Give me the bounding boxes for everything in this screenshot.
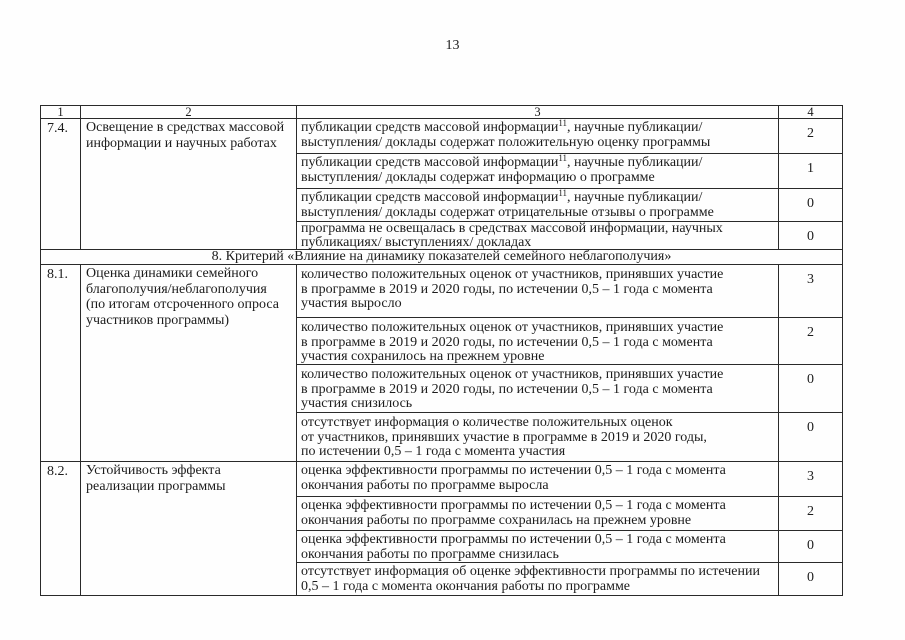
option-text: [297, 531, 779, 563]
criteria-table: [40, 105, 843, 596]
option-row: [297, 563, 843, 596]
option-line: по истечении 0,5 – 1 года с момента участия: [301, 444, 566, 459]
option-text: [297, 318, 779, 365]
criterion-options: [297, 265, 843, 462]
score-value: 0: [779, 189, 843, 222]
option-line: участия сохранилось на прежнем уровне: [301, 349, 545, 364]
group-title: 8. Критерий «Влияние на динамику показателей семейного неблагополучия»: [41, 250, 843, 265]
option-text: [297, 189, 779, 222]
score-value: 3: [779, 265, 843, 318]
option-line: отсутствует информация об оценке эффективности программы по истечении: [301, 564, 760, 579]
option-row: [297, 413, 843, 462]
option-line: выступления/ доклады содержат положительную оценку программы: [301, 134, 711, 150]
header-cell-1: 1: [41, 106, 81, 119]
option-line-end: , научные публикации/: [567, 120, 703, 135]
criterion-row: [41, 265, 843, 462]
option-text: [297, 462, 779, 497]
criterion-name-line: Оценка динамики семейного: [86, 266, 259, 281]
criterion-row: [41, 462, 843, 596]
option-line-start: публикации средств массовой информации: [301, 120, 559, 135]
option-row: [297, 189, 843, 222]
score-value: 2: [779, 318, 843, 365]
option-line: окончания работы по программе снизилась: [301, 546, 559, 562]
option-row: [297, 265, 843, 318]
option-line: окончания работы по программе выросла: [301, 477, 549, 493]
option-row: [297, 318, 843, 365]
criterion-name-line: Устойчивость эффекта: [86, 463, 221, 478]
option-line: оценка эффективности программы по истечении 0,5 – 1 года с момента: [301, 498, 726, 513]
option-line: [301, 188, 778, 206]
score-value: 0: [779, 222, 843, 250]
option-line-end: , научные публикации/: [567, 155, 703, 170]
header-cell-4: 4: [779, 106, 843, 119]
score-value: 1: [779, 154, 843, 189]
option-line: в программе в 2019 и 2020 годы, по истечении 0,5 – 1 года с момента: [301, 381, 713, 397]
option-row: [297, 365, 843, 413]
criterion-name-line: участников программы): [86, 312, 230, 328]
option-line: [301, 153, 778, 171]
header-cell-2: 2: [81, 106, 297, 119]
option-line: выступления/ доклады содержат информацию о программе: [301, 169, 655, 185]
option-line: в программе в 2019 и 2020 годы, по истечении 0,5 – 1 года с момента: [301, 281, 713, 297]
criterion-name: [81, 265, 297, 462]
option-line: оценка эффективности программы по истечении 0,5 – 1 года с момента: [301, 532, 726, 547]
criterion-name-line: Освещение в средствах массовой: [86, 120, 285, 135]
option-line: выступления/ доклады содержат отрицательные отзывы о программе: [301, 204, 714, 220]
option-line: отсутствует информация о количестве положительных оценок: [301, 415, 673, 430]
option-row: [297, 497, 843, 531]
option-line: оценка эффективности программы по истечении 0,5 – 1 года с момента: [301, 463, 726, 478]
score-value: 2: [779, 497, 843, 531]
option-text: [297, 154, 779, 189]
option-text: [297, 413, 779, 462]
option-line-start: публикации средств массовой информации: [301, 190, 559, 205]
option-line: 0,5 – 1 года с момента окончания работы по программе: [301, 578, 631, 594]
header-cell-3: 3: [297, 106, 779, 119]
option-line: участия выросло: [301, 296, 402, 311]
criterion-name-line: реализации программы: [86, 478, 226, 494]
option-line: количество положительных оценок от участников, принявших участие: [301, 367, 724, 382]
score-value: 0: [779, 531, 843, 563]
option-line: участия снизилось: [301, 396, 413, 411]
score-value: 0: [779, 365, 843, 413]
criterion-options: [297, 119, 843, 250]
option-text: [297, 497, 779, 531]
footnote-reference: 11: [558, 188, 568, 198]
score-value: 3: [779, 462, 843, 497]
score-value: 0: [779, 563, 843, 596]
criterion-options: [297, 462, 843, 596]
footnote-reference: 11: [558, 118, 568, 128]
score-value: 0: [779, 413, 843, 462]
criterion-name: [81, 462, 297, 596]
option-line-start: публикации средств массовой информации: [301, 155, 559, 170]
option-line: публикациях/ выступлениях/ докладах: [301, 234, 532, 250]
option-row: [297, 462, 843, 497]
criterion-row: [41, 119, 843, 250]
score-value: 2: [779, 119, 843, 154]
option-text: [297, 222, 779, 250]
option-row: [297, 154, 843, 189]
option-line: [301, 118, 778, 136]
option-text: [297, 365, 779, 413]
criterion-name: [81, 119, 297, 250]
option-row: [297, 119, 843, 154]
page-number: 13: [445, 38, 460, 53]
criterion-number: 8.1.: [41, 265, 81, 462]
criterion-name-line: (по итогам отсроченного опроса: [86, 297, 279, 312]
criterion-number: 7.4.: [41, 119, 81, 250]
option-line: окончания работы по программе сохранилась на прежнем уровне: [301, 512, 692, 528]
option-line: в программе в 2019 и 2020 годы, по истечении 0,5 – 1 года с момента: [301, 334, 713, 350]
criterion-name-line: информации и научных работах: [86, 135, 277, 151]
option-text: [297, 563, 779, 596]
option-line: количество положительных оценок от участников, принявших участие: [301, 320, 724, 335]
option-row: [297, 531, 843, 563]
option-line: от участников, принявших участие в программе в 2019 и 2020 годы,: [301, 429, 707, 445]
option-line: количество положительных оценок от участников, принявших участие: [301, 267, 724, 282]
option-line: программа не освещалась в средствах массовой информации, научных: [301, 221, 723, 236]
option-text: [297, 119, 779, 154]
option-text: [297, 265, 779, 318]
criterion-name-line: благополучия/неблагополучия: [86, 281, 267, 297]
footnote-reference: 11: [558, 153, 568, 163]
criterion-number: 8.2.: [41, 462, 81, 596]
option-row: [297, 222, 843, 250]
header-row: [41, 106, 843, 119]
option-line-end: , научные публикации/: [567, 190, 703, 205]
